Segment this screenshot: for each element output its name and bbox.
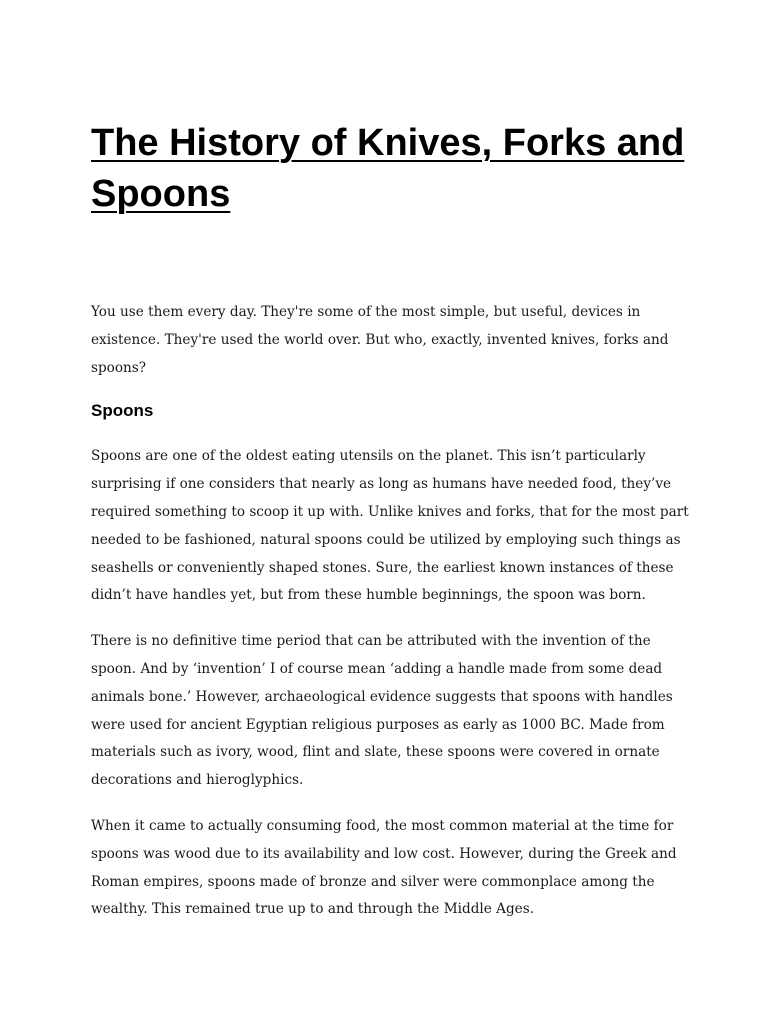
- intro-paragraph: You use them every day. They're some of the most simple, but useful, devices in existence. They're used the world over. But who, exactly, invented knives, forks and spoons?: [91, 304, 669, 376]
- body-paragraph: Spoons are one of the oldest eating utensils on the planet. This isn’t particularly surprising if one considers that nearly as long as humans have needed food, they’ve required something to scoop it up with. Unlike knives and forks, that for the most part needed to be fashioned, natural spoons could be utilized by employing such things as seashells or conveniently shaped stones. Sure, the earliest known instances of these didn’t have handles yet, but from these humble beginnings, the spoon was born.: [91, 448, 689, 604]
- section-heading-spoons: Spoons: [91, 401, 154, 421]
- document-title: The History of Knives, Forks and Spoons: [91, 122, 685, 215]
- document-page: [91, 118, 691, 924]
- body-paragraph: There is no definitive time period that can be attributed with the invention of the spoon. And by ‘invention’ I of course mean ‘adding a handle made from some dead animals bone.’ However, archaeological evidence suggests that spoons with handles were used for ancient Egyptian religious purposes as early as 1000 BC. Made from materials such as ivory, wood, flint and slate, these spoons were covered in ornate decorations and hieroglyphics.: [91, 633, 673, 789]
- body-paragraph: When it came to actually consuming food, the most common material at the time for spoons was wood due to its availability and low cost. However, during the Greek and Roman empires, spoons made of bronze and silver were commonplace among the wealthy. This remained true up to and through the Middle Ages.: [91, 817, 677, 918]
